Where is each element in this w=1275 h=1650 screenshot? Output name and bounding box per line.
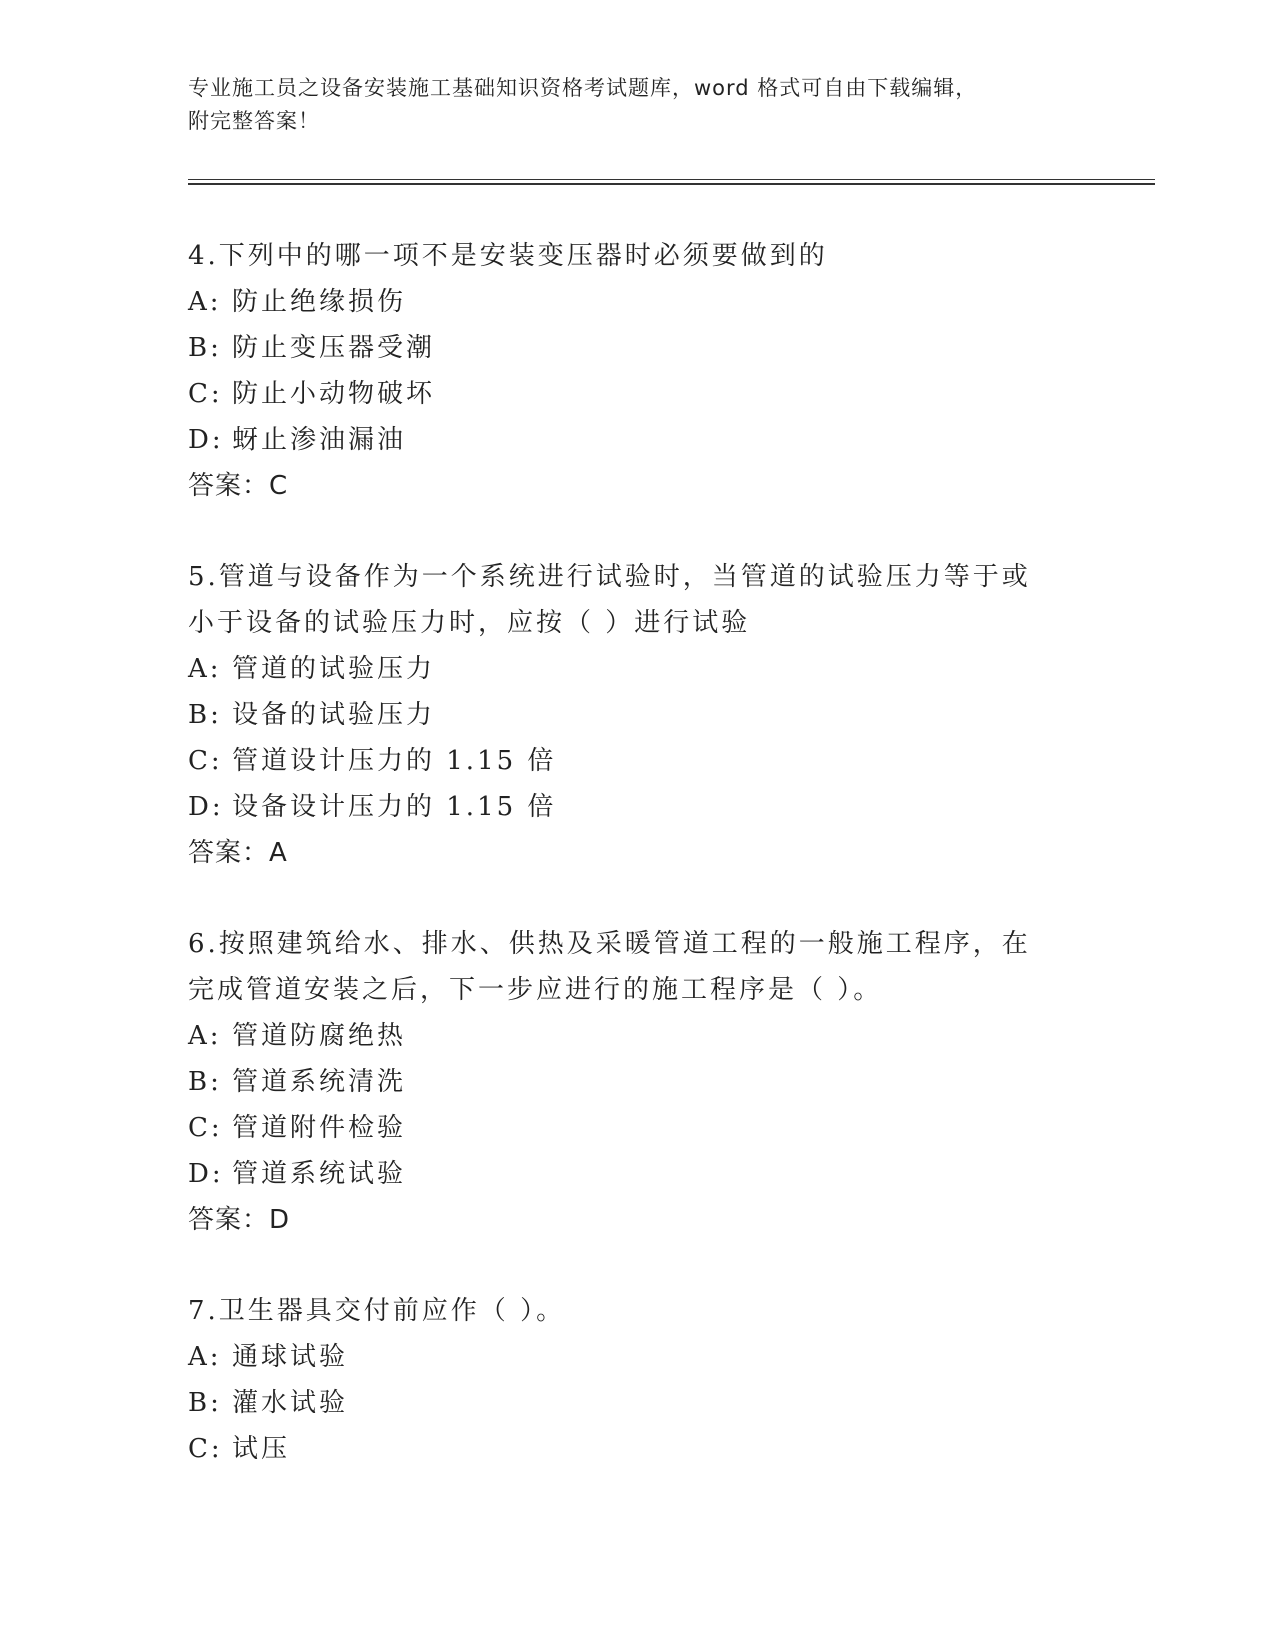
option-text: 管道附件检验 bbox=[232, 1113, 407, 1143]
option-text: 灌水试验 bbox=[232, 1388, 349, 1418]
option-text: 防止小动物破坏 bbox=[232, 379, 436, 409]
option-b bbox=[188, 325, 1088, 371]
option-text: 管道的试验压力 bbox=[232, 654, 436, 684]
option-text: 防止绝缘损伤 bbox=[232, 287, 407, 317]
header-line-1: 专业施工员之设备安装施工基础知识资格考试题库，word 格式可自由下载编辑， bbox=[188, 76, 978, 100]
question-4 bbox=[188, 233, 1088, 509]
option-letter: D: bbox=[188, 425, 224, 455]
option-b bbox=[188, 692, 1088, 738]
option-c bbox=[188, 1105, 1088, 1151]
question-list bbox=[188, 233, 1088, 1517]
option-text: 通球试验 bbox=[232, 1342, 349, 1372]
option-b bbox=[188, 1380, 1088, 1426]
option-a bbox=[188, 646, 1088, 692]
answer-line: 答案：A bbox=[188, 838, 288, 868]
option-d bbox=[188, 1151, 1088, 1197]
option-letter: B: bbox=[188, 1067, 222, 1097]
option-letter: D: bbox=[188, 1159, 224, 1189]
question-stem: 5.管道与设备作为一个系统进行试验时，当管道的试验压力等于或小于设备的试验压力时，应按（ ）进行试验 bbox=[188, 562, 1031, 638]
option-a bbox=[188, 1013, 1088, 1059]
option-letter: D: bbox=[188, 792, 224, 822]
option-text: 设备的试验压力 bbox=[232, 700, 436, 730]
option-letter: B: bbox=[188, 333, 222, 363]
option-letter: B: bbox=[188, 700, 222, 730]
option-text: 管道防腐绝热 bbox=[232, 1021, 407, 1051]
question-7 bbox=[188, 1288, 1088, 1472]
option-letter: C: bbox=[188, 746, 223, 776]
question-stem: 6.按照建筑给水、排水、供热及采暖管道工程的一般施工程序，在完成管道安装之后，下一步应进行的施工程序是（ ）。 bbox=[188, 929, 1031, 1005]
option-c bbox=[188, 738, 1088, 784]
answer-line: 答案：C bbox=[188, 471, 289, 501]
option-text: 管道系统清洗 bbox=[232, 1067, 407, 1097]
option-text: 管道系统试验 bbox=[232, 1159, 407, 1189]
option-text: 蚜止渗油漏油 bbox=[232, 425, 407, 455]
option-letter: A: bbox=[188, 654, 222, 684]
option-text: 防止变压器受潮 bbox=[232, 333, 436, 363]
option-d bbox=[188, 417, 1088, 463]
question-5 bbox=[188, 554, 1088, 876]
document-header bbox=[188, 72, 1088, 138]
option-letter: C: bbox=[188, 379, 223, 409]
option-letter: A: bbox=[188, 287, 222, 317]
option-a bbox=[188, 1334, 1088, 1380]
option-text: 试压 bbox=[232, 1434, 291, 1464]
answer-line: 答案：D bbox=[188, 1205, 291, 1235]
header-line-2: 附完整答案！ bbox=[188, 109, 320, 133]
option-c bbox=[188, 1426, 1088, 1472]
option-a bbox=[188, 279, 1088, 325]
option-letter: C: bbox=[188, 1113, 223, 1143]
question-stem: 7.卫生器具交付前应作（ ）。 bbox=[188, 1296, 566, 1326]
option-letter: C: bbox=[188, 1434, 223, 1464]
option-b bbox=[188, 1059, 1088, 1105]
option-text: 设备设计压力的 1.15 倍 bbox=[232, 792, 557, 822]
option-letter: B: bbox=[188, 1388, 222, 1418]
option-letter: A: bbox=[188, 1021, 222, 1051]
option-c bbox=[188, 371, 1088, 417]
header-rule-thick bbox=[188, 183, 1155, 185]
question-stem: 4.下列中的哪一项不是安装变压器时必须要做到的 bbox=[188, 241, 828, 271]
question-6 bbox=[188, 921, 1088, 1243]
option-text: 管道设计压力的 1.15 倍 bbox=[232, 746, 557, 776]
option-letter: A: bbox=[188, 1342, 222, 1372]
option-d bbox=[188, 784, 1088, 830]
header-rule-thin bbox=[188, 179, 1155, 180]
